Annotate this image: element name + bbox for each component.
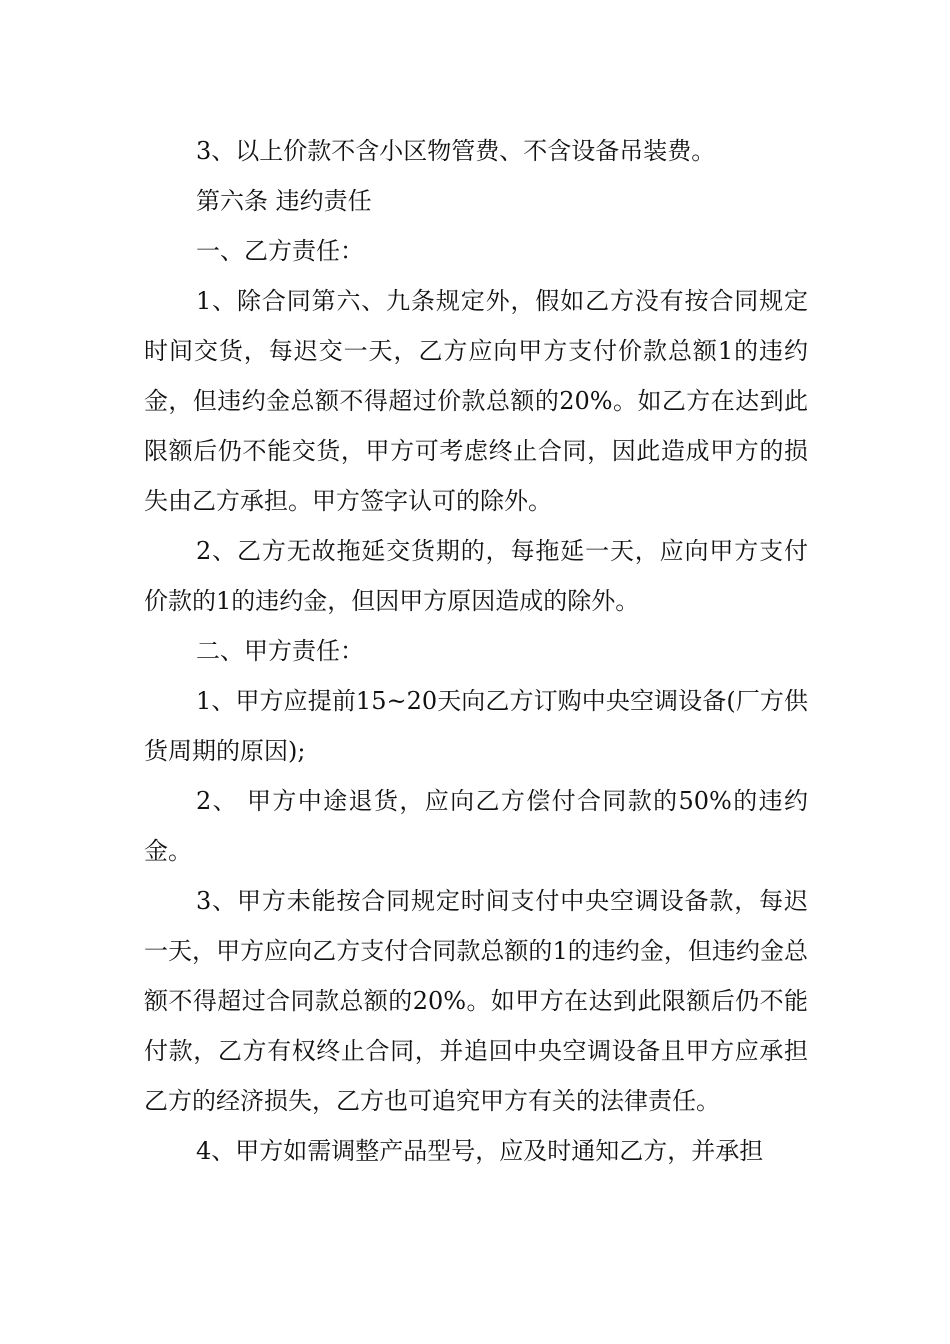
subheading-party-a-liability: 二、甲方责任：: [196, 637, 364, 665]
section-heading-article-six: 第六条 违约责任: [196, 187, 372, 215]
paragraph-party-a-clause-3: 3、甲方未能按合同规定时间支付中央空调设备款，每迟一天，甲方应向乙方支付合同款总额的1的违约金，但违约金总额不得超过合同款总额的20%。如甲方在达到此限额后仍不能付款，乙方有权终止合同，并追回中央空调设备且甲方应承担乙方的经济损失，乙方也可追究甲方有关的法律责任。: [144, 887, 808, 1115]
paragraph-party-b-clause-1: 1、除合同第六、九条规定外，假如乙方没有按合同规定时间交货，每迟交一天，乙方应向甲方支付价款总额1的违约金，但违约金总额不得超过价款总额的20%。如乙方在达到此限额后仍不能交货，甲方可考虑终止合同，因此造成甲方的损失由乙方承担。甲方签字认可的除外。: [144, 287, 808, 515]
paragraph-party-a-clause-2: 2、 甲方中途退货，应向乙方偿付合同款的50%的违约金。: [144, 787, 808, 865]
paragraph-price-exclusions: 3、以上价款不含小区物管费、不含设备吊装费。: [196, 137, 716, 165]
paragraph-party-b-clause-2: 2、乙方无故拖延交货期的，每拖延一天，应向甲方支付价款的1的违约金，但因甲方原因造成的除外。: [144, 537, 808, 615]
subheading-party-b-liability: 一、乙方责任：: [196, 237, 364, 265]
paragraph-party-a-clause-1: 1、甲方应提前15~20天向乙方订购中央空调设备(厂方供货周期的原因);: [144, 687, 808, 765]
paragraph-party-a-clause-4: 4、甲方如需调整产品型号，应及时通知乙方，并承担: [196, 1137, 764, 1165]
document-body: [144, 126, 808, 1176]
